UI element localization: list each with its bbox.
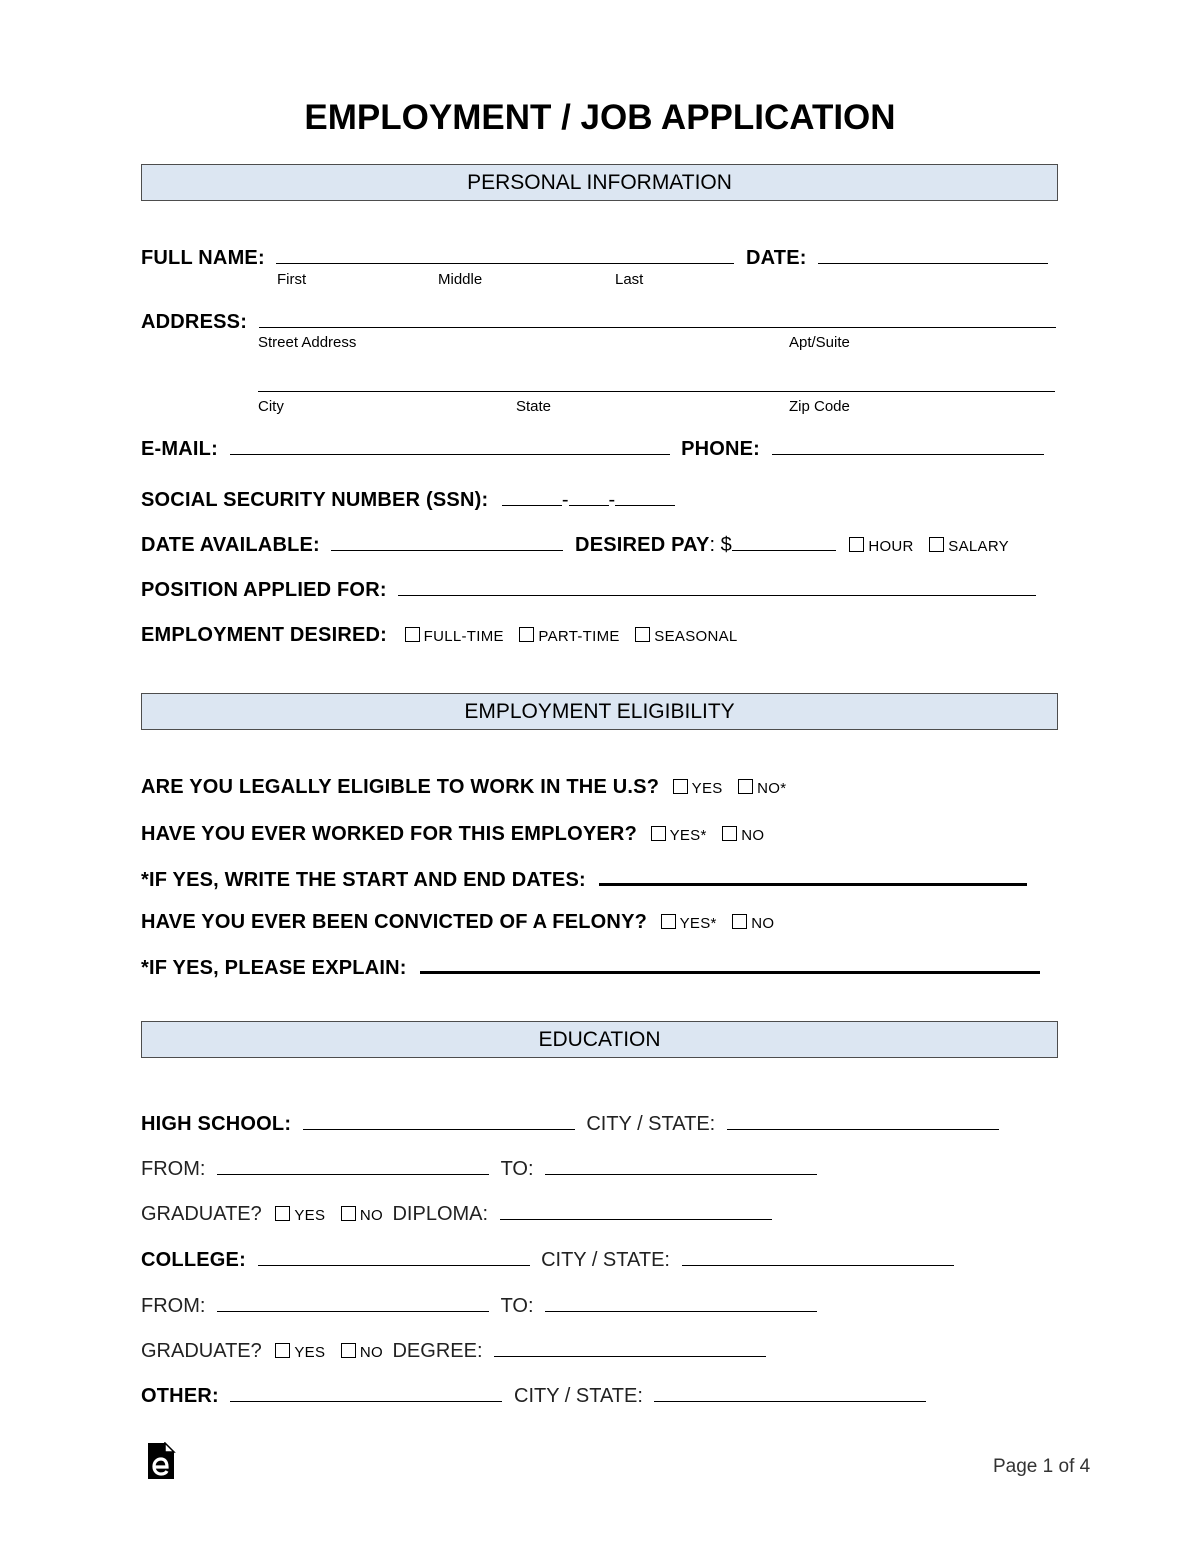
felony-explain-field[interactable]: [420, 954, 1040, 974]
felony-no-checkbox[interactable]: [732, 914, 747, 929]
city-state-zip-row: [258, 374, 1055, 398]
ssn-label: SOCIAL SECURITY NUMBER (SSN):: [141, 489, 489, 511]
college-field[interactable]: [258, 1248, 530, 1266]
felony-explain-label: *IF YES, PLEASE EXPLAIN:: [141, 957, 407, 979]
ssn-row: SOCIAL SECURITY NUMBER (SSN): - -: [141, 488, 675, 512]
position-row: [141, 578, 1036, 602]
first-name-caption: First: [277, 271, 307, 288]
college-graduate-yes-checkbox[interactable]: [275, 1343, 290, 1358]
email-label: E-MAIL:: [141, 438, 218, 460]
section-header-personal-information: PERSONAL INFORMATION: [141, 164, 1058, 201]
high-school-dates-row: [141, 1157, 817, 1181]
college-graduate-yes-option: YES: [294, 1344, 326, 1361]
worked-for-employer-question: HAVE YOU EVER WORKED FOR THIS EMPLOYER?: [141, 823, 637, 845]
city-caption: City: [258, 398, 284, 415]
college-graduate-row: [141, 1339, 766, 1365]
address-row: [141, 310, 1056, 334]
hour-option: HOUR: [868, 538, 914, 555]
felony-yes-option: YES*: [679, 915, 717, 932]
date-available-field[interactable]: [331, 533, 563, 551]
other-education-label: OTHER:: [141, 1385, 219, 1407]
worked-no-checkbox[interactable]: [722, 826, 737, 841]
street-address-field[interactable]: [259, 310, 1056, 328]
high-school-graduate-yes-option: YES: [294, 1207, 326, 1224]
seasonal-checkbox[interactable]: [635, 627, 650, 642]
full-time-option: FULL-TIME: [423, 628, 504, 645]
ssn-part-3-field[interactable]: [615, 488, 675, 506]
document-logo-icon: [146, 1442, 176, 1480]
section-header-education: EDUCATION: [141, 1021, 1058, 1058]
high-school-city-state-field[interactable]: [727, 1112, 999, 1130]
part-time-option: PART-TIME: [538, 628, 620, 645]
felony-question: HAVE YOU EVER BEEN CONVICTED OF A FELONY?: [141, 911, 648, 933]
email-phone-row: [141, 437, 1044, 461]
college-city-state-field[interactable]: [682, 1248, 954, 1266]
worked-no-option: NO: [741, 827, 765, 844]
phone-field[interactable]: [772, 437, 1044, 455]
city-state-zip-field[interactable]: [258, 374, 1055, 392]
employment-desired-label: EMPLOYMENT DESIRED:: [141, 624, 388, 646]
eligibility-question-row: [141, 775, 794, 801]
worked-here-question-row: [141, 822, 772, 848]
high-school-from-label: FROM:: [141, 1158, 206, 1180]
employment-desired-row: [141, 623, 746, 649]
diploma-label: DIPLOMA:: [392, 1203, 489, 1225]
desired-pay-field[interactable]: [732, 533, 836, 551]
college-label: COLLEGE:: [141, 1249, 246, 1271]
date-available-label: DATE AVAILABLE:: [141, 534, 320, 556]
high-school-field[interactable]: [303, 1112, 575, 1130]
email-field[interactable]: [230, 437, 670, 455]
street-address-caption: Street Address: [258, 334, 357, 351]
legally-eligible-question: ARE YOU LEGALLY ELIGIBLE TO WORK IN THE U.S?: [141, 776, 660, 798]
phone-label: PHONE:: [681, 438, 761, 460]
desired-pay-dollar: : $: [709, 534, 732, 556]
desired-pay-label: DESIRED PAY: [575, 534, 710, 556]
eligible-no-checkbox[interactable]: [738, 779, 753, 794]
high-school-graduate-no-option: NO: [359, 1207, 383, 1224]
degree-label: DEGREE:: [392, 1340, 483, 1362]
full-name-label: FULL NAME:: [141, 247, 265, 269]
felony-question-row: [141, 910, 782, 936]
high-school-graduate-label: GRADUATE?: [141, 1203, 262, 1225]
high-school-city-state-label: CITY / STATE:: [586, 1113, 716, 1135]
hour-checkbox[interactable]: [849, 537, 864, 552]
date-field[interactable]: [818, 246, 1048, 264]
felony-explain-row: [141, 954, 1040, 980]
high-school-graduate-row: [141, 1202, 772, 1228]
ssn-part-1-field[interactable]: [502, 488, 562, 506]
college-row: [141, 1248, 954, 1272]
start-end-dates-row: [141, 866, 1027, 892]
worked-yes-checkbox[interactable]: [651, 826, 666, 841]
eligible-no-option: NO*: [757, 780, 787, 797]
seasonal-option: SEASONAL: [654, 628, 738, 645]
start-end-dates-label: *IF YES, WRITE THE START AND END DATES:: [141, 869, 586, 891]
high-school-label: HIGH SCHOOL:: [141, 1113, 292, 1135]
availability-pay-row: [141, 533, 1017, 559]
section-header-employment-eligibility: EMPLOYMENT ELIGIBILITY: [141, 693, 1058, 730]
last-name-caption: Last: [615, 271, 644, 288]
full-name-field[interactable]: [276, 246, 734, 264]
college-graduate-label: GRADUATE?: [141, 1340, 262, 1362]
felony-no-option: NO: [751, 915, 775, 932]
college-graduate-no-checkbox[interactable]: [341, 1343, 356, 1358]
position-applied-field[interactable]: [398, 578, 1036, 596]
degree-field[interactable]: [494, 1339, 766, 1357]
middle-name-caption: Middle: [438, 271, 483, 288]
other-city-state-field[interactable]: [654, 1384, 926, 1402]
page-title: EMPLOYMENT / JOB APPLICATION: [304, 98, 896, 137]
college-dates-row: [141, 1294, 817, 1318]
worked-yes-option: YES*: [669, 827, 707, 844]
zip-code-caption: Zip Code: [789, 398, 850, 415]
other-education-field[interactable]: [230, 1384, 502, 1402]
high-school-to-field[interactable]: [545, 1157, 817, 1175]
full-name-row: [141, 246, 1048, 270]
full-time-checkbox[interactable]: [405, 627, 420, 642]
college-from-field[interactable]: [217, 1294, 489, 1312]
college-from-label: FROM:: [141, 1295, 206, 1317]
salary-option: SALARY: [948, 538, 1009, 555]
page-number: Page 1 of 4: [993, 1456, 1091, 1477]
college-city-state-label: CITY / STATE:: [541, 1249, 670, 1271]
eligible-yes-option: YES: [691, 780, 723, 797]
salary-checkbox[interactable]: [929, 537, 944, 552]
other-education-row: [141, 1384, 926, 1408]
position-applied-label: POSITION APPLIED FOR:: [141, 579, 387, 601]
eligible-yes-checkbox[interactable]: [673, 779, 688, 794]
address-label: ADDRESS:: [141, 311, 248, 333]
state-caption: State: [516, 398, 552, 415]
college-graduate-no-option: NO: [359, 1344, 383, 1361]
diploma-field[interactable]: [500, 1202, 772, 1220]
high-school-graduate-no-checkbox[interactable]: [341, 1206, 356, 1221]
ssn-part-2-field[interactable]: [569, 488, 609, 506]
date-label: DATE:: [745, 247, 807, 269]
high-school-from-field[interactable]: [217, 1157, 489, 1175]
start-end-dates-field[interactable]: [599, 866, 1027, 886]
apt-suite-caption: Apt/Suite: [789, 334, 850, 351]
part-time-checkbox[interactable]: [519, 627, 534, 642]
college-to-label: TO:: [500, 1295, 534, 1317]
high-school-row: [141, 1112, 999, 1136]
other-city-state-label: CITY / STATE:: [514, 1385, 643, 1407]
high-school-to-label: TO:: [500, 1158, 534, 1180]
felony-yes-checkbox[interactable]: [661, 914, 676, 929]
college-to-field[interactable]: [545, 1294, 817, 1312]
high-school-graduate-yes-checkbox[interactable]: [275, 1206, 290, 1221]
